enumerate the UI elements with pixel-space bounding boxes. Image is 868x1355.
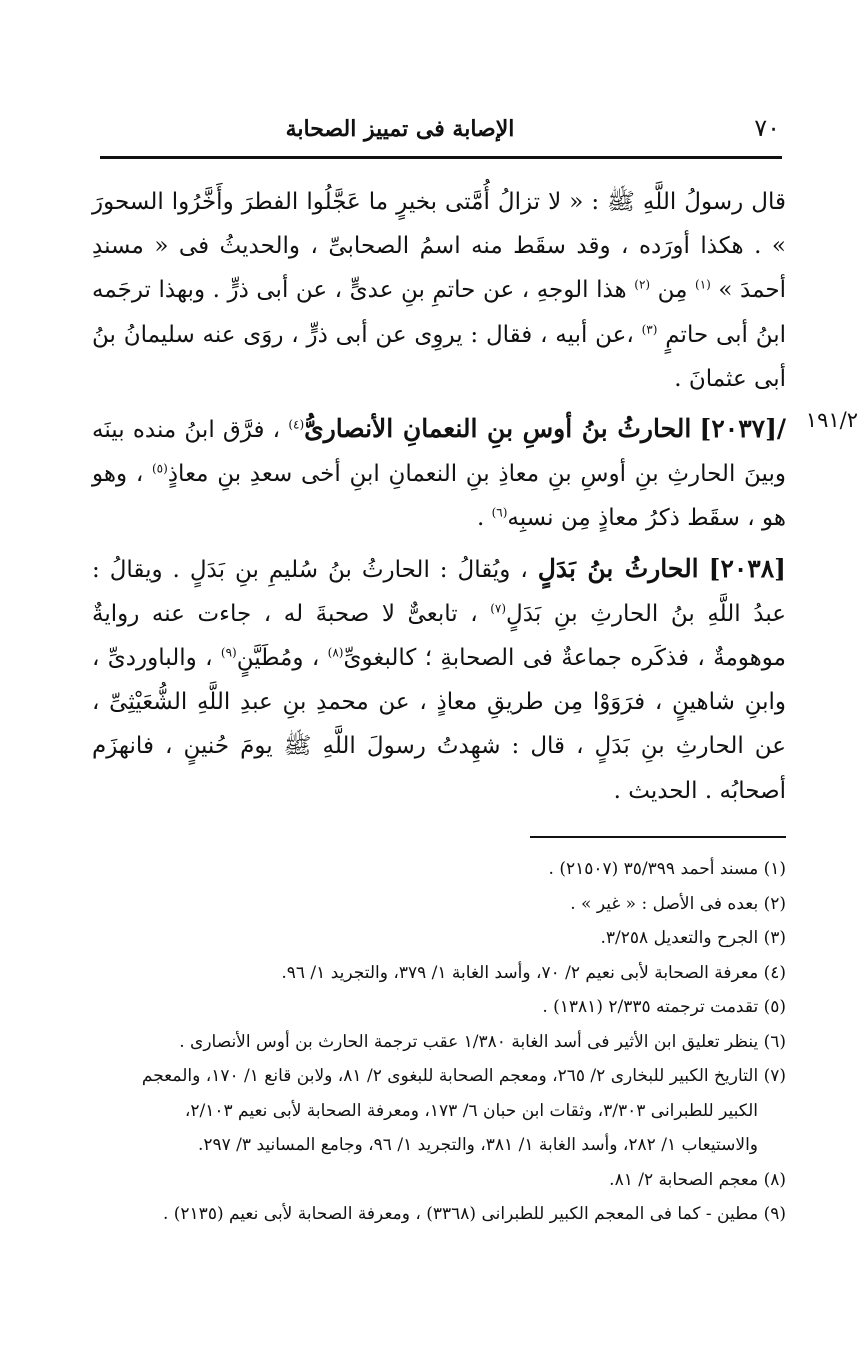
- running-title: الإصابة فى تمييز الصحابة: [285, 116, 515, 142]
- footnote-marker[interactable]: (٤): [288, 417, 305, 432]
- footnote-marker[interactable]: (٩): [220, 645, 237, 660]
- page-header: [100, 108, 780, 158]
- main-text: [92, 180, 786, 813]
- footnote: (٢) بعده فى الأصل : « غير » .: [570, 893, 786, 914]
- page-number: ٧٠: [754, 114, 780, 142]
- footnote: (٧) التاريخ الكبير للبخارى ٢/ ٢٦٥، ومعجم الصحابة للبغوى ٢/ ٨١، ولابن قانع ١/ ١٧٠، والمعجم: [141, 1066, 786, 1086]
- entry-2037: [92, 407, 786, 541]
- text-run: ، ويُقالُ : الحارثُ بنُ سُليمِ بنِ بَدَلٍ . ويقالُ : عبدُ اللَّهِ بنُ الحارثِ بنِ بَدَلٍ: [92, 556, 787, 627]
- entry-number: /[٢٠٣٧]: [699, 414, 787, 444]
- entry-number: [٢٠٣٨]: [708, 553, 787, 583]
- text-run: مِن: [657, 277, 688, 304]
- header-rule: [100, 156, 782, 159]
- footnote-continuation: والاستيعاب ١/ ٢٨٢، وأسد الغابة ١/ ٣٨١، والتجريد ١/ ٩٦، وجامع المسانيد ٣/ ٢٩٧.: [197, 1135, 758, 1155]
- text-run: .: [476, 505, 485, 532]
- footnote-marker[interactable]: (٢): [634, 277, 651, 292]
- entry-name: الحارثُ بنُ أوسِ بنِ النعمانِ الأنصارىُّ: [304, 414, 692, 444]
- text-run: قال رسولُ اللَّهِ ﷺ : « لا تزالُ أُمَّتى بخيرٍ ما عَجَّلُوا الفطرَ وأَخَّرُوا السحورَ » . هكذا أورَده ، وقد سقَط منه اسمُ الصحابىِّ ، والحديثُ فى « مسندِ أحمدَ »: [92, 189, 787, 304]
- footnote-marker[interactable]: (٦): [491, 505, 508, 520]
- text-run: ، وهو هو ، سقَط ذكرُ معاذٍ مِن نسبِه: [92, 461, 786, 532]
- entry-2038: [92, 547, 786, 813]
- text-run: ،عن أبيه ، فقال : يروِى عن أبى ذرٍّ ، روَى عنه سليمانُ بنُ أبى عثمانَ .: [92, 321, 786, 392]
- footnote: (٤) معرفة الصحابة لأبى نعيم ٢/ ٧٠، وأسد الغابة ١/ ٣٧٩، والتجريد ١/ ٩٦.: [281, 962, 786, 983]
- text-run: هذا الوجهِ ، عن حاتمِ بنِ عدىٍّ ، عن أبى ذرٍّ . وبهذا ترجَمه ابنُ أبى حاتمٍ: [92, 277, 787, 348]
- footnote-marker[interactable]: (٣): [641, 321, 658, 336]
- footnote-continuation: الكبير للطبرانى ٣/٣٠٣، وثقات ابن حبان ٦/ ١٧٣، ومعرفة الصحابة لأبى نعيم ٢/١٠٣،: [184, 1100, 758, 1121]
- text-run: ، ومُطَيَّنٍ: [236, 645, 320, 672]
- footnote-marker[interactable]: (٥): [151, 461, 168, 476]
- footnotes: [104, 852, 786, 1232]
- footnote: (١) مسند أحمد ٣٥/٣٩٩ (٢١٥٠٧) .: [548, 859, 786, 879]
- footnote-marker[interactable]: (٨): [327, 645, 344, 660]
- footnote: (٣) الجرح والتعديل ٣/٢٥٨.: [600, 928, 786, 948]
- footnote: (٩) مطين - كما فى المعجم الكبير للطبرانى (٣٣٦٨) ، ومعرفة الصحابة لأبى نعيم (٢١٣٥) .: [162, 1204, 786, 1224]
- margin-reference: ١٩١/٢: [805, 408, 858, 432]
- paragraph-hadith: [92, 180, 786, 401]
- footnote-marker[interactable]: (١): [695, 277, 711, 292]
- text-run: ، والباوردىِّ ، وابنِ شاهينٍ ، فرَوَوْا مِن طريقِ معاذٍ ، عن محمدِ بنِ عبدِ اللَّهِ الشُّعَيْثِىِّ ، عن الحارثِ بنِ بَدَلٍ ، قال : شهِدتُ رسولَ اللَّهِ ﷺ يومَ حُنينٍ ، فانهزَم أصحابُه . الحديث .: [92, 645, 786, 804]
- text-run: ، فرَّق ابنُ منده بينَه وبينَ الحارثِ بنِ أوسِ بنِ معاذِ بنِ النعمانِ ابنِ أخى سعدِ بنِ معاذٍ: [92, 417, 786, 488]
- text-run: ، تابعىٌّ لا صحبةَ له ، جاءت عنه روايةٌ موهومةٌ ، فذكَره جماعةٌ فى الصحابةِ ؛ كالبغوىِّ: [92, 600, 786, 672]
- footnote-marker[interactable]: (٧): [490, 601, 507, 616]
- entry-name: الحارثُ بنُ بَدَلٍ: [537, 553, 699, 583]
- footnote: (٦) ينظر تعليق ابن الأثير فى أسد الغابة ١/٣٨٠ عقب ترجمة الحارث بن أوس الأنصارى .: [179, 1031, 786, 1052]
- footnote: (٨) معجم الصحابة ٢/ ٨١.: [609, 1169, 786, 1190]
- footnote-separator: [530, 836, 786, 838]
- footnote: (٥) تقدمت ترجمته ٢/٣٣٥ (١٣٨١) .: [542, 997, 786, 1017]
